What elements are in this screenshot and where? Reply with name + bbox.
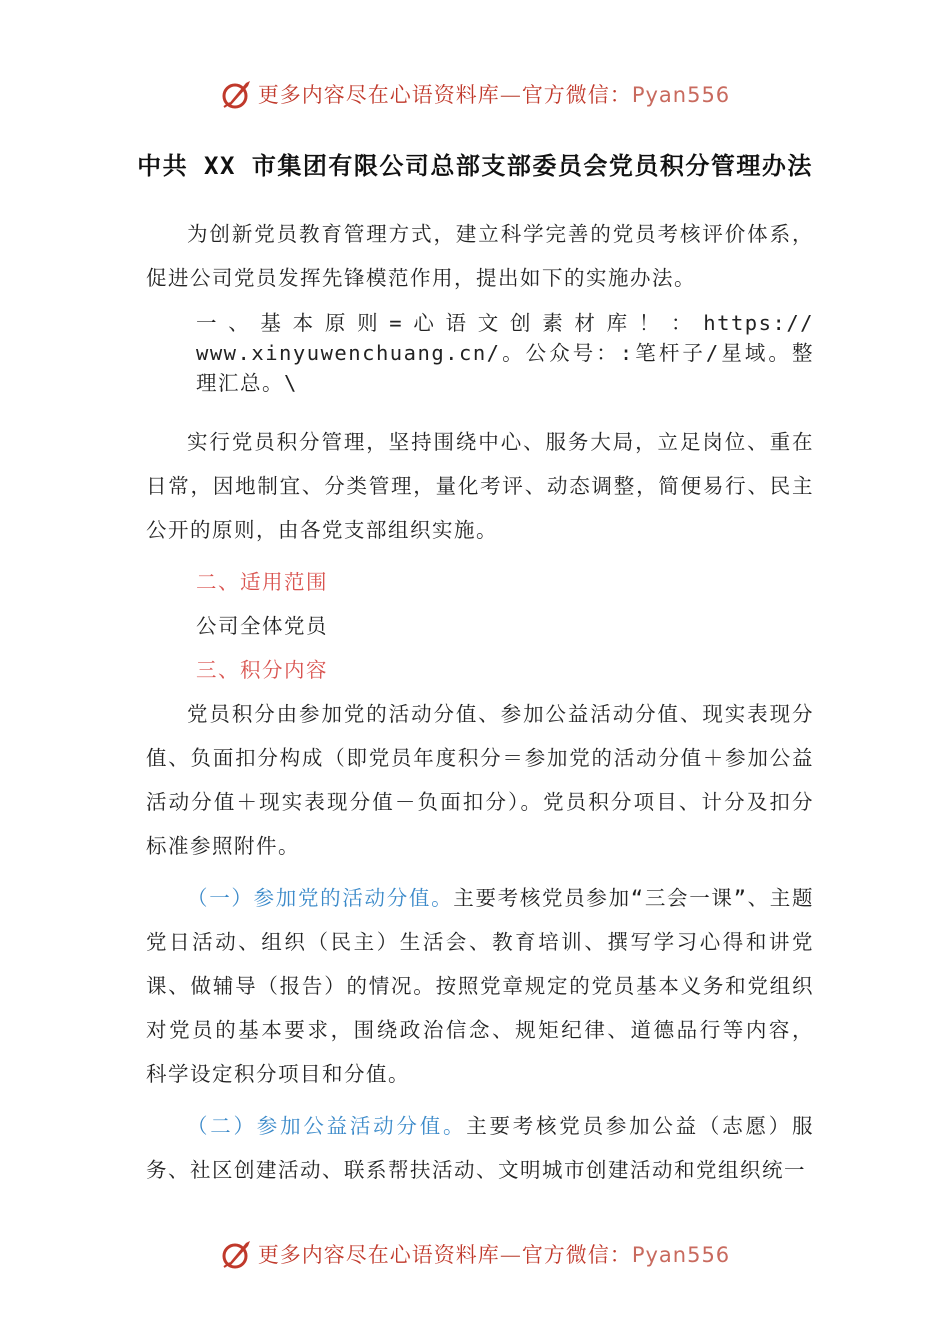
section3-body: 党员积分由参加党的活动分值、参加公益活动分值、现实表现分值、负面扣分构成（即党员年度积分＝参加党的活动分值＋参加公益活动分值＋现实表现分值－负面扣分）。党员积分项目、计分及扣分标准参照附件。	[146, 702, 814, 858]
intro-paragraph: 为创新党员教育管理方式，建立科学完善的党员考核评价体系，促进公司党员发挥先锋模范作用，提出如下的实施办法。	[146, 222, 814, 290]
section2-body: 公司全体党员	[196, 614, 328, 638]
item2-body: 主要考核党员参加公益（志愿）服务、社区创建活动、联系帮扶活动、文明城市创建活动和党组织统一	[146, 1114, 815, 1182]
item2-label: （二）参加公益活动分值。	[187, 1114, 467, 1138]
item1-body: 主要考核党员参加“三会一课”、主题党日活动、组织（民主）生活会、教育培训、撰写学习心得和讲党课、做辅导（报告）的情况。按照党章规定的党员基本义务和党组织对党员的基本要求，围绕政治信念、规矩纪律、道德品行等内容， 科学设定积分项目和分值。	[146, 886, 815, 1086]
section3-heading: 三、积分内容	[196, 658, 328, 682]
item1-paragraph	[146, 876, 814, 1096]
watermark-banner-top	[0, 74, 950, 114]
watermark-text: 更多内容尽在心语资料库—官方微信：Pyan556	[257, 1243, 731, 1267]
item1-label: （一）参加党的活动分值。	[187, 886, 454, 910]
item2-paragraph	[146, 1104, 814, 1192]
document-title: 中共 XX 市集团有限公司总部支部委员会党员积分管理办法	[137, 152, 813, 180]
document-body	[146, 212, 814, 1200]
watermark-banner-bottom	[0, 1234, 950, 1274]
section2-heading: 二、适用范围	[196, 570, 328, 594]
quill-logo-icon	[220, 77, 254, 111]
watermark-text: 更多内容尽在心语资料库—官方微信：Pyan556	[257, 83, 731, 107]
quill-logo-icon	[220, 1237, 254, 1271]
section1-body: 实行党员积分管理，坚持围绕中心、服务大局，立足岗位、重在日常，因地制宜、分类管理，量化考评、动态调整，简便易行、民主公开的原则，由各党支部组织实施。	[146, 430, 814, 542]
section1-heading: 一、基本原则=心语文创素材库！：https:// www.xinyuwenchuang.cn/。公众号：:笔杆子/星域。整理汇总。\	[196, 311, 814, 395]
